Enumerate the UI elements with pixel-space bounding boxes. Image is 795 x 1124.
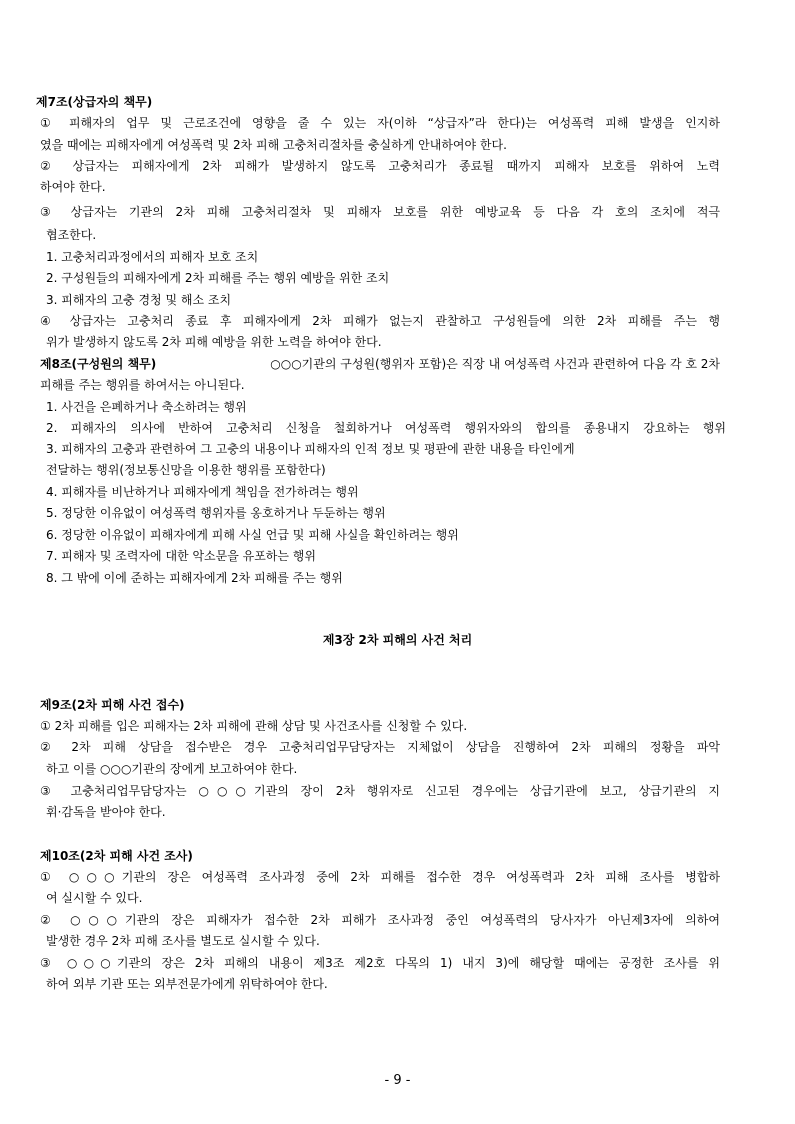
article-8-intro [40,356,720,372]
article-9-line: 휘·감독을 받아야 한다. [46,805,166,819]
article-7-heading: 제7조(상급자의 책무) [36,95,153,109]
article-7-item: 3. 피해자의 고충 경청 및 해소 조치 [46,293,232,307]
article-9-line: 하고 이를 ○○○기관의 장에게 보고하여야 한다. [46,762,298,776]
article-10-line: 하여 외부 기관 또는 외부전문가에게 위탁하여야 한다. [46,977,328,991]
article-8-item: 7. 피해자 및 조력자에 대한 악소문을 유포하는 행위 [46,549,316,563]
article-10-line: ① ○○○기관의 장은 여성폭력 조사과정 중에 2차 피해를 접수한 경우 여성폭력과 2차 피해 조사를 병합하 [40,870,720,884]
article-7-item: 2. 구성원들의 피해자에게 2차 피해를 주는 행위 예방을 위한 조치 [46,271,390,285]
article-7-line: 였을 때에는 피해자에게 여성폭력 및 2차 피해 고충처리절차를 충실하게 안내하여야 한다. [40,138,507,152]
article-7-item: 1. 고충처리과정에서의 피해자 보호 조치 [46,250,259,264]
article-7-line: ③ 상급자는 기관의 2차 피해 고충처리절차 및 피해자 보호를 위한 예방교육 등 다음 각 호의 조치에 적극 [40,205,720,219]
article-9-line: ② 2차 피해 상담을 접수받은 경우 고충처리업무담당자는 지체없이 상담을 진행하여 2차 피해의 정황을 파악 [40,740,720,754]
article-7-line: ① 피해자의 업무 및 근로조건에 영향을 줄 수 있는 자(이하 “상급자”라 한다)는 여성폭력 피해 발생을 인지하 [40,116,720,130]
article-9-line: ③ 고충처리업무담당자는 ○○○기관의 장이 2차 행위자로 신고된 경우에는 상급기관에 보고, 상급기관의 지 [40,784,720,798]
article-7-line: ② 상급자는 피해자에게 2차 피해가 발생하지 않도록 고충처리가 종료될 때까지 피해자 보호를 위하여 노력 [40,159,720,173]
article-8-item: 4. 피해자를 비난하거나 피해자에게 책임을 전가하려는 행위 [46,485,359,499]
article-9-heading: 제9조(2차 피해 사건 접수) [40,698,185,712]
article-8-heading: 제8조(구성원의 책무) [40,357,157,371]
article-10-line: 여 실시할 수 있다. [46,891,143,905]
article-8-line: 피해를 주는 행위를 하여서는 아니된다. [40,378,245,392]
article-8-item: 6. 정당한 이유없이 피해자에게 피해 사실 언급 및 피해 사실을 확인하려는 행위 [46,528,459,542]
article-10-line: ③ ○○○기관의 장은 2차 피해의 내용이 제3조 제2호 다목의 1) 내지 3)에 해당할 때에는 공정한 조사를 위 [40,956,720,970]
article-7-line: 하여야 한다. [40,180,106,194]
article-8-item: 8. 그 밖에 이에 준하는 피해자에게 2차 피해를 주는 행위 [46,571,343,585]
article-10-line: ② ○○○기관의 장은 피해자가 접수한 2차 피해가 조사과정 중인 여성폭력의 당사자가 아닌제3자에 의하여 [40,913,720,927]
article-7-line: ④ 상급자는 고충처리 종료 후 피해자에게 2차 피해가 없는지 관찰하고 구성원들에 의한 2차 피해를 주는 행 [40,314,720,328]
article-7-line: 위가 발생하지 않도록 2차 피해 예방을 위한 노력을 하여야 한다. [46,335,382,349]
article-10-heading: 제10조(2차 피해 사건 조사) [40,849,193,863]
article-8-item: 3. 피해자의 고충과 관련하여 그 고충의 내용이나 피해자의 인적 정보 및 평판에 관한 내용을 타인에게 [46,442,575,456]
chapter-title: 제3장 2차 피해의 사건 처리 [322,633,473,647]
article-8-item: 전달하는 행위(정보통신망을 이용한 행위를 포함한다) [46,463,326,477]
article-7-line: 협조한다. [46,228,97,242]
page-number: - 9 - [384,1073,411,1088]
article-8-item: 2. 피해자의 의사에 반하여 고충처리 신청을 철회하거나 여성폭력 행위자와의 합의를 종용내지 강요하는 행위 [46,421,726,435]
article-8-item: 5. 정당한 이유없이 여성폭력 행위자를 옹호하거나 두둔하는 행위 [46,506,386,520]
article-8-intro-text: ○○○기관의 구성원(행위자 포함)은 직장 내 여성폭력 사건과 관련하여 다음 각 호 2차 [266,357,720,371]
article-9-line: ① 2차 피해를 입은 피해자는 2차 피해에 관해 상담 및 사건조사를 신청할 수 있다. [40,719,468,733]
article-10-line: 발생한 경우 2차 피해 조사를 별도로 실시할 수 있다. [46,934,320,948]
article-8-item: 1. 사건을 은폐하거나 축소하려는 행위 [46,400,247,414]
